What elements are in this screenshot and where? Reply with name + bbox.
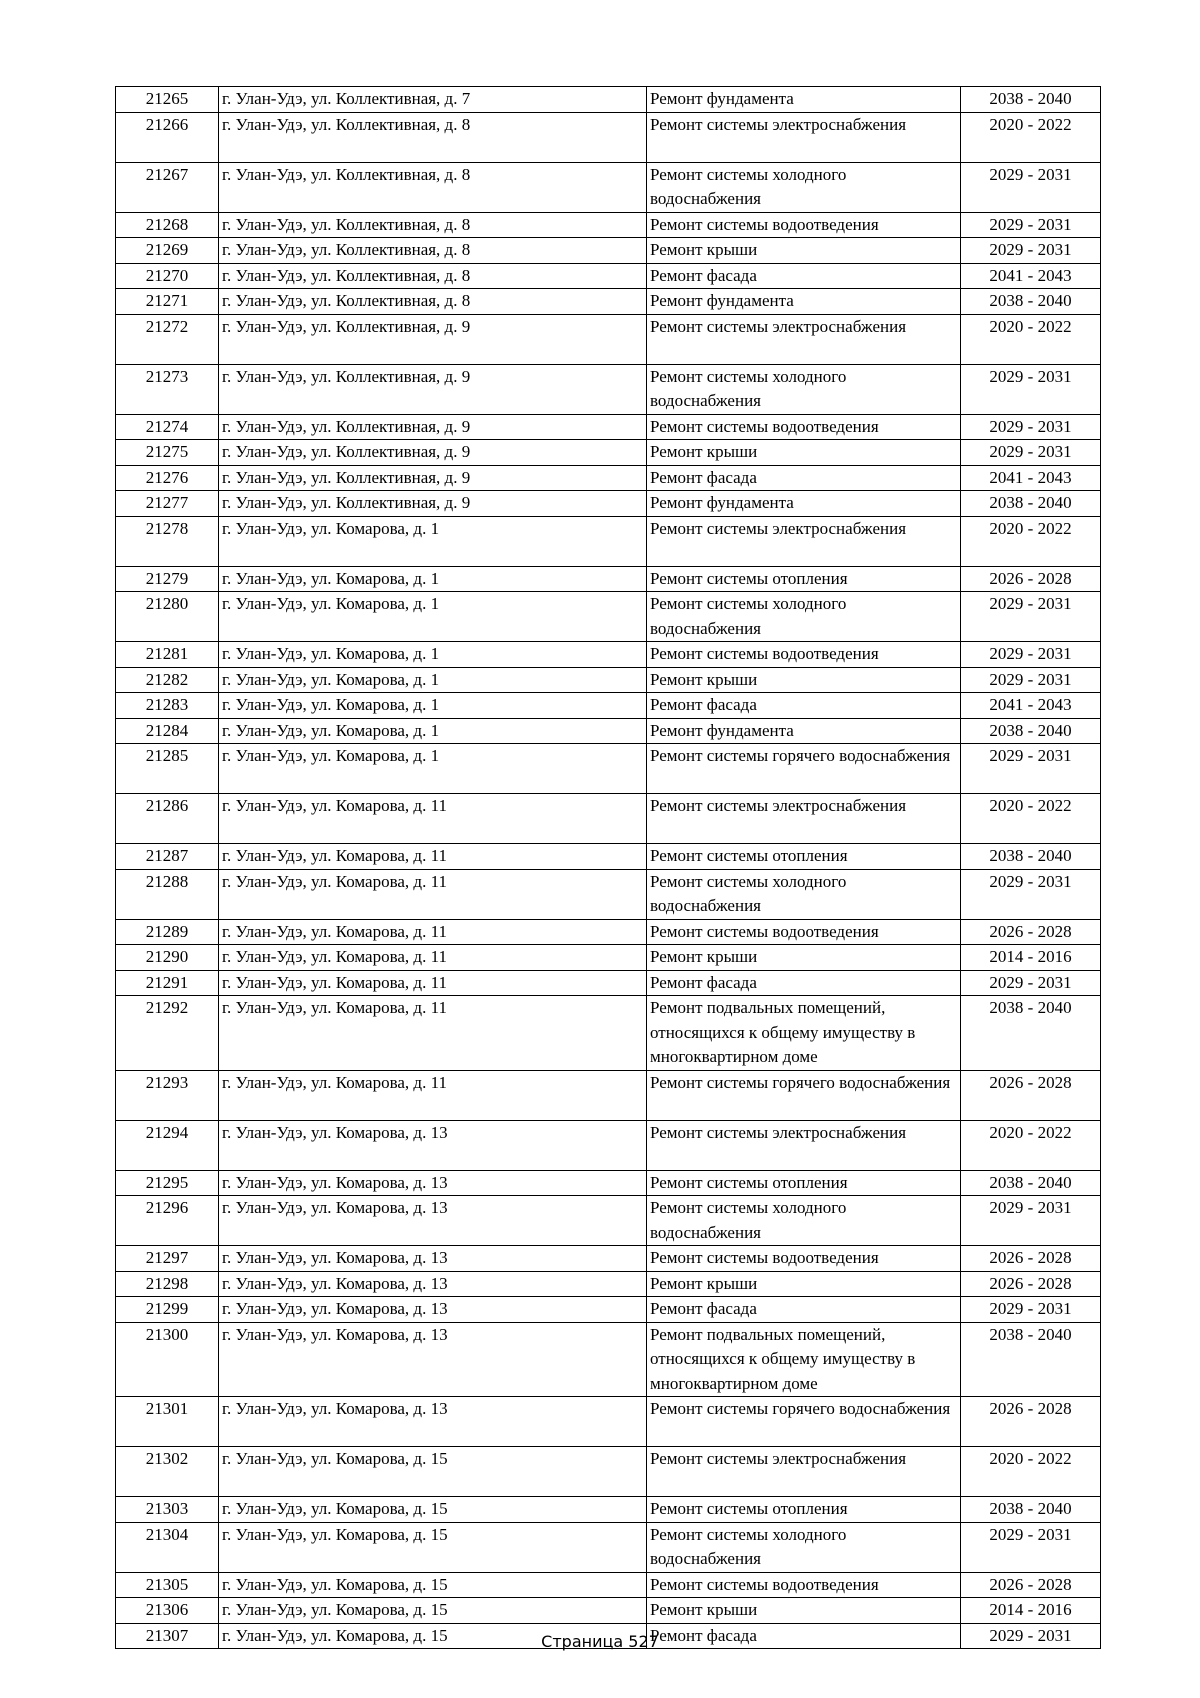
row-work-type: Ремонт фундамента (647, 289, 961, 315)
table-row (116, 1297, 1101, 1323)
row-period: 2029 - 2031 (961, 1196, 1101, 1246)
row-number: 21271 (116, 289, 219, 315)
row-address: г. Улан-Удэ, ул. Комарова, д. 11 (219, 970, 647, 996)
row-address: г. Улан-Удэ, ул. Комарова, д. 11 (219, 844, 647, 870)
row-work-type: Ремонт крыши (647, 238, 961, 264)
row-period: 2029 - 2031 (961, 667, 1101, 693)
table-row (116, 919, 1101, 945)
table-row (116, 592, 1101, 642)
row-work-type: Ремонт системы электроснабжения (647, 112, 961, 162)
row-address: г. Улан-Удэ, ул. Комарова, д. 13 (219, 1322, 647, 1397)
row-address: г. Улан-Удэ, ул. Комарова, д. 13 (219, 1297, 647, 1323)
row-work-type: Ремонт крыши (647, 667, 961, 693)
row-period: 2026 - 2028 (961, 566, 1101, 592)
row-number: 21284 (116, 718, 219, 744)
row-address: г. Улан-Удэ, ул. Комарова, д. 11 (219, 945, 647, 971)
row-work-type: Ремонт системы электроснабжения (647, 1120, 961, 1170)
row-address: г. Улан-Удэ, ул. Коллективная, д. 7 (219, 87, 647, 113)
row-number: 21300 (116, 1322, 219, 1397)
row-period: 2029 - 2031 (961, 592, 1101, 642)
row-number: 21287 (116, 844, 219, 870)
table-row (116, 970, 1101, 996)
table-row (116, 1397, 1101, 1447)
row-period: 2029 - 2031 (961, 238, 1101, 264)
row-number: 21276 (116, 465, 219, 491)
row-work-type: Ремонт фундамента (647, 718, 961, 744)
row-period: 2029 - 2031 (961, 414, 1101, 440)
row-number: 21299 (116, 1297, 219, 1323)
row-number: 21286 (116, 794, 219, 844)
row-work-type: Ремонт системы электроснабжения (647, 516, 961, 566)
table-row (116, 1070, 1101, 1120)
row-period: 2029 - 2031 (961, 744, 1101, 794)
table-row (116, 1271, 1101, 1297)
row-address: г. Улан-Удэ, ул. Комарова, д. 11 (219, 919, 647, 945)
table-row (116, 1522, 1101, 1572)
row-work-type: Ремонт системы водоотведения (647, 1246, 961, 1272)
row-period: 2020 - 2022 (961, 314, 1101, 364)
row-address: г. Улан-Удэ, ул. Комарова, д. 15 (219, 1623, 647, 1649)
table-row (116, 112, 1101, 162)
row-period: 2038 - 2040 (961, 1322, 1101, 1397)
row-number: 21278 (116, 516, 219, 566)
row-work-type: Ремонт системы водоотведения (647, 212, 961, 238)
row-period: 2029 - 2031 (961, 364, 1101, 414)
row-address: г. Улан-Удэ, ул. Комарова, д. 15 (219, 1572, 647, 1598)
row-number: 21307 (116, 1623, 219, 1649)
row-address: г. Улан-Удэ, ул. Комарова, д. 15 (219, 1447, 647, 1497)
row-number: 21280 (116, 592, 219, 642)
row-number: 21267 (116, 162, 219, 212)
row-address: г. Улан-Удэ, ул. Коллективная, д. 9 (219, 364, 647, 414)
row-address: г. Улан-Удэ, ул. Комарова, д. 13 (219, 1196, 647, 1246)
row-period: 2038 - 2040 (961, 718, 1101, 744)
row-work-type: Ремонт системы горячего водоснабжения (647, 1070, 961, 1120)
table-row (116, 364, 1101, 414)
row-work-type: Ремонт системы водоотведения (647, 414, 961, 440)
row-period: 2029 - 2031 (961, 1297, 1101, 1323)
row-number: 21303 (116, 1497, 219, 1523)
row-number: 21293 (116, 1070, 219, 1120)
row-number: 21305 (116, 1572, 219, 1598)
row-work-type: Ремонт фасада (647, 1297, 961, 1323)
row-address: г. Улан-Удэ, ул. Комарова, д. 11 (219, 794, 647, 844)
row-number: 21298 (116, 1271, 219, 1297)
row-address: г. Улан-Удэ, ул. Комарова, д. 1 (219, 718, 647, 744)
row-period: 2020 - 2022 (961, 1447, 1101, 1497)
row-period: 2029 - 2031 (961, 1623, 1101, 1649)
table-row (116, 263, 1101, 289)
row-address: г. Улан-Удэ, ул. Комарова, д. 11 (219, 869, 647, 919)
table-row (116, 1598, 1101, 1624)
table-row (116, 491, 1101, 517)
repair-schedule-table (115, 86, 1101, 1649)
row-period: 2029 - 2031 (961, 212, 1101, 238)
row-work-type: Ремонт системы электроснабжения (647, 1447, 961, 1497)
row-period: 2020 - 2022 (961, 1120, 1101, 1170)
row-number: 21265 (116, 87, 219, 113)
row-period: 2026 - 2028 (961, 919, 1101, 945)
table-row (116, 996, 1101, 1071)
table-row (116, 1246, 1101, 1272)
row-period: 2041 - 2043 (961, 693, 1101, 719)
table-row (116, 869, 1101, 919)
table-row (116, 440, 1101, 466)
row-period: 2029 - 2031 (961, 970, 1101, 996)
table-row (116, 162, 1101, 212)
row-address: г. Улан-Удэ, ул. Коллективная, д. 8 (219, 112, 647, 162)
row-work-type: Ремонт системы холодного водоснабжения (647, 162, 961, 212)
row-address: г. Улан-Удэ, ул. Комарова, д. 13 (219, 1397, 647, 1447)
row-number: 21295 (116, 1170, 219, 1196)
row-work-type: Ремонт системы отопления (647, 1497, 961, 1523)
row-work-type: Ремонт системы холодного водоснабжения (647, 364, 961, 414)
row-address: г. Улан-Удэ, ул. Комарова, д. 1 (219, 667, 647, 693)
row-period: 2020 - 2022 (961, 112, 1101, 162)
row-period: 2026 - 2028 (961, 1271, 1101, 1297)
row-period: 2029 - 2031 (961, 1522, 1101, 1572)
row-period: 2038 - 2040 (961, 1170, 1101, 1196)
row-number: 21266 (116, 112, 219, 162)
row-work-type: Ремонт системы холодного водоснабжения (647, 1196, 961, 1246)
row-period: 2026 - 2028 (961, 1572, 1101, 1598)
row-period: 2029 - 2031 (961, 642, 1101, 668)
table-row (116, 238, 1101, 264)
row-address: г. Улан-Удэ, ул. Комарова, д. 13 (219, 1271, 647, 1297)
row-number: 21274 (116, 414, 219, 440)
row-address: г. Улан-Удэ, ул. Коллективная, д. 8 (219, 212, 647, 238)
table-row (116, 718, 1101, 744)
row-work-type: Ремонт фасада (647, 465, 961, 491)
table-row (116, 414, 1101, 440)
table-row (116, 465, 1101, 491)
row-work-type: Ремонт фасада (647, 970, 961, 996)
table-row (116, 1447, 1101, 1497)
row-work-type: Ремонт системы холодного водоснабжения (647, 1522, 961, 1572)
row-work-type: Ремонт системы холодного водоснабжения (647, 869, 961, 919)
row-address: г. Улан-Удэ, ул. Коллективная, д. 9 (219, 414, 647, 440)
row-number: 21302 (116, 1447, 219, 1497)
table-row (116, 667, 1101, 693)
table-row (116, 794, 1101, 844)
row-address: г. Улан-Удэ, ул. Комарова, д. 1 (219, 693, 647, 719)
row-period: 2038 - 2040 (961, 87, 1101, 113)
row-address: г. Улан-Удэ, ул. Коллективная, д. 8 (219, 263, 647, 289)
row-period: 2029 - 2031 (961, 162, 1101, 212)
row-address: г. Улан-Удэ, ул. Коллективная, д. 8 (219, 238, 647, 264)
table-row (116, 945, 1101, 971)
row-period: 2020 - 2022 (961, 794, 1101, 844)
row-number: 21273 (116, 364, 219, 414)
row-period: 2020 - 2022 (961, 516, 1101, 566)
row-period: 2041 - 2043 (961, 263, 1101, 289)
row-period: 2041 - 2043 (961, 465, 1101, 491)
row-work-type: Ремонт фасада (647, 263, 961, 289)
page-number: Страница 527 (541, 1632, 659, 1651)
table-row (116, 693, 1101, 719)
row-work-type: Ремонт системы горячего водоснабжения (647, 744, 961, 794)
row-number: 21272 (116, 314, 219, 364)
row-work-type: Ремонт крыши (647, 1271, 961, 1297)
row-number: 21283 (116, 693, 219, 719)
row-work-type: Ремонт системы водоотведения (647, 642, 961, 668)
row-period: 2038 - 2040 (961, 1497, 1101, 1523)
row-work-type: Ремонт подвальных помещений, относящихся к общему имуществу в многоквартирном доме (647, 996, 961, 1071)
table-row (116, 1322, 1101, 1397)
row-work-type: Ремонт системы отопления (647, 844, 961, 870)
row-number: 21282 (116, 667, 219, 693)
table-row (116, 566, 1101, 592)
row-address: г. Улан-Удэ, ул. Комарова, д. 15 (219, 1497, 647, 1523)
row-number: 21304 (116, 1522, 219, 1572)
row-number: 21292 (116, 996, 219, 1071)
table-row (116, 289, 1101, 315)
row-number: 21289 (116, 919, 219, 945)
row-work-type: Ремонт системы отопления (647, 566, 961, 592)
row-number: 21277 (116, 491, 219, 517)
table-row (116, 314, 1101, 364)
row-work-type: Ремонт подвальных помещений, относящихся к общему имуществу в многоквартирном доме (647, 1322, 961, 1397)
row-address: г. Улан-Удэ, ул. Комарова, д. 1 (219, 744, 647, 794)
row-address: г. Улан-Удэ, ул. Комарова, д. 1 (219, 642, 647, 668)
row-period: 2038 - 2040 (961, 844, 1101, 870)
row-address: г. Улан-Удэ, ул. Комарова, д. 1 (219, 592, 647, 642)
row-work-type: Ремонт крыши (647, 945, 961, 971)
table-row (116, 1120, 1101, 1170)
table-row (116, 642, 1101, 668)
row-period: 2038 - 2040 (961, 996, 1101, 1071)
row-work-type: Ремонт системы электроснабжения (647, 314, 961, 364)
row-work-type: Ремонт фасада (647, 693, 961, 719)
row-address: г. Улан-Удэ, ул. Коллективная, д. 9 (219, 491, 647, 517)
row-period: 2014 - 2016 (961, 1598, 1101, 1624)
row-number: 21285 (116, 744, 219, 794)
row-address: г. Улан-Удэ, ул. Комарова, д. 15 (219, 1598, 647, 1624)
table-row (116, 744, 1101, 794)
row-number: 21297 (116, 1246, 219, 1272)
row-work-type: Ремонт системы холодного водоснабжения (647, 592, 961, 642)
row-address: г. Улан-Удэ, ул. Комарова, д. 11 (219, 996, 647, 1071)
row-work-type: Ремонт системы отопления (647, 1170, 961, 1196)
row-address: г. Улан-Удэ, ул. Коллективная, д. 8 (219, 289, 647, 315)
row-number: 21296 (116, 1196, 219, 1246)
row-number: 21269 (116, 238, 219, 264)
table-row (116, 1196, 1101, 1246)
row-number: 21270 (116, 263, 219, 289)
row-address: г. Улан-Удэ, ул. Комарова, д. 11 (219, 1070, 647, 1120)
row-period: 2026 - 2028 (961, 1397, 1101, 1447)
row-work-type: Ремонт крыши (647, 1598, 961, 1624)
table-row (116, 1572, 1101, 1598)
table-row (116, 212, 1101, 238)
row-period: 2026 - 2028 (961, 1246, 1101, 1272)
row-work-type: Ремонт крыши (647, 440, 961, 466)
row-work-type: Ремонт системы водоотведения (647, 919, 961, 945)
row-number: 21294 (116, 1120, 219, 1170)
row-address: г. Улан-Удэ, ул. Коллективная, д. 9 (219, 314, 647, 364)
row-address: г. Улан-Удэ, ул. Комарова, д. 1 (219, 566, 647, 592)
row-number: 21275 (116, 440, 219, 466)
row-number: 21279 (116, 566, 219, 592)
row-address: г. Улан-Удэ, ул. Комарова, д. 13 (219, 1170, 647, 1196)
table-row (116, 844, 1101, 870)
row-period: 2014 - 2016 (961, 945, 1101, 971)
row-number: 21268 (116, 212, 219, 238)
row-address: г. Улан-Удэ, ул. Комарова, д. 1 (219, 516, 647, 566)
row-period: 2029 - 2031 (961, 440, 1101, 466)
row-address: г. Улан-Удэ, ул. Комарова, д. 15 (219, 1522, 647, 1572)
row-address: г. Улан-Удэ, ул. Комарова, д. 13 (219, 1246, 647, 1272)
row-period: 2026 - 2028 (961, 1070, 1101, 1120)
row-period: 2038 - 2040 (961, 289, 1101, 315)
row-number: 21291 (116, 970, 219, 996)
row-period: 2029 - 2031 (961, 869, 1101, 919)
row-number: 21290 (116, 945, 219, 971)
row-number: 21281 (116, 642, 219, 668)
row-work-type: Ремонт фасада (647, 1623, 961, 1649)
row-work-type: Ремонт фундамента (647, 87, 961, 113)
row-address: г. Улан-Удэ, ул. Коллективная, д. 8 (219, 162, 647, 212)
row-address: г. Улан-Удэ, ул. Коллективная, д. 9 (219, 465, 647, 491)
row-address: г. Улан-Удэ, ул. Комарова, д. 13 (219, 1120, 647, 1170)
row-work-type: Ремонт системы электроснабжения (647, 794, 961, 844)
table-row (116, 1497, 1101, 1523)
table-row (116, 1170, 1101, 1196)
table-body (116, 87, 1101, 1649)
row-work-type: Ремонт системы горячего водоснабжения (647, 1397, 961, 1447)
row-number: 21301 (116, 1397, 219, 1447)
row-work-type: Ремонт фундамента (647, 491, 961, 517)
row-address: г. Улан-Удэ, ул. Коллективная, д. 9 (219, 440, 647, 466)
table-row (116, 516, 1101, 566)
row-period: 2038 - 2040 (961, 491, 1101, 517)
row-number: 21306 (116, 1598, 219, 1624)
row-work-type: Ремонт системы водоотведения (647, 1572, 961, 1598)
row-number: 21288 (116, 869, 219, 919)
table-row (116, 87, 1101, 113)
